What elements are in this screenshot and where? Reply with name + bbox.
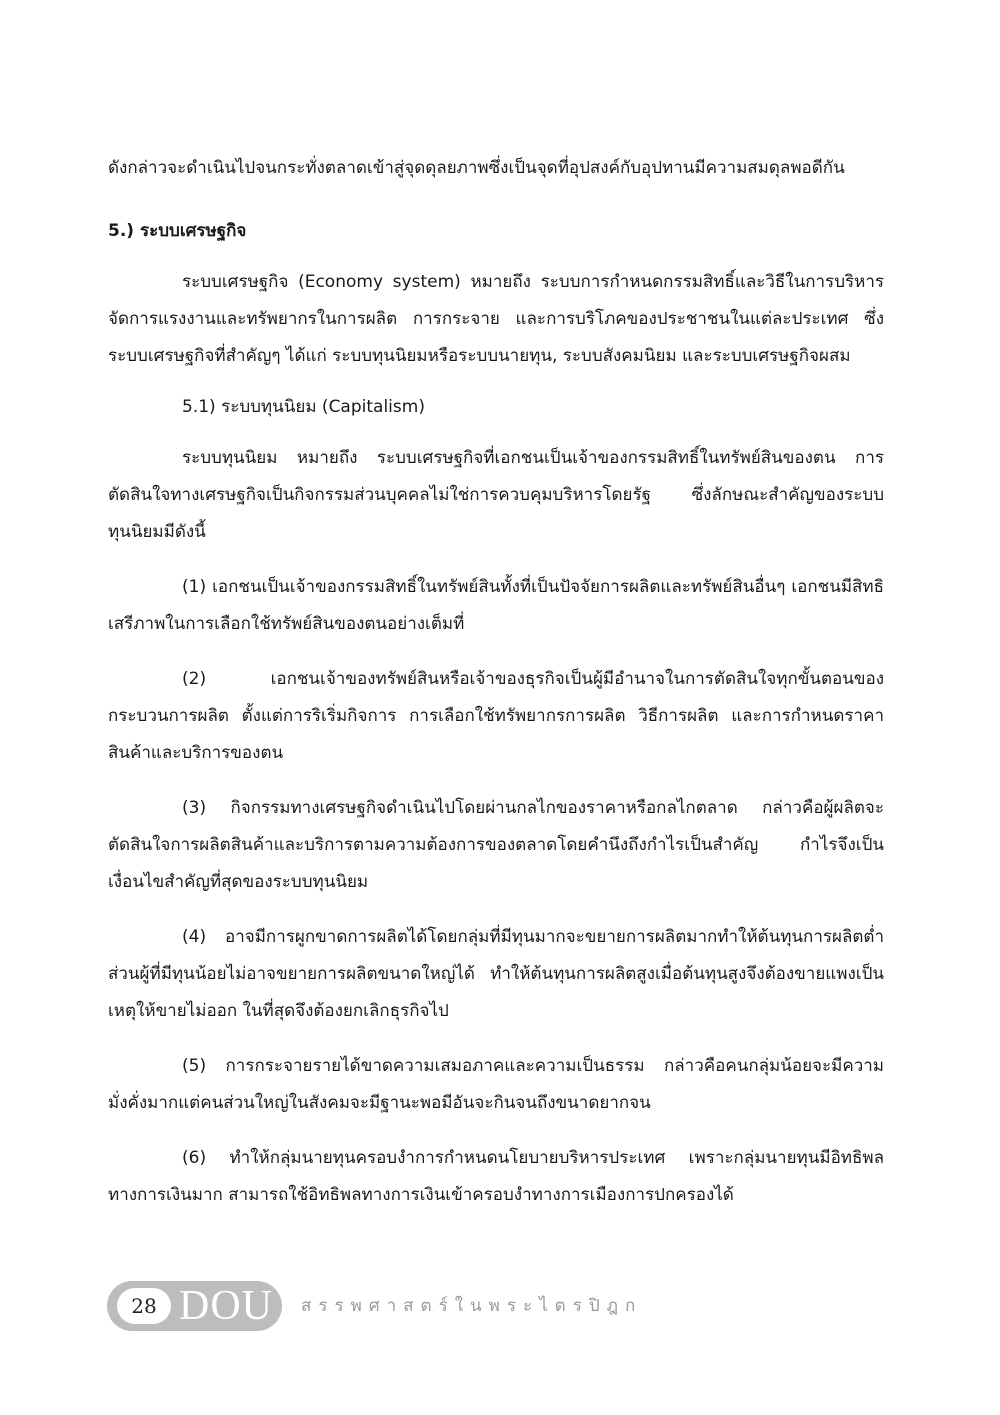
list-item-1: (1) เอกชนเป็นเจ้าของกรรมสิทธิ์ในทรัพย์สินทั้งที่เป็นปัจจัยการผลิตและทรัพย์สินอื่นๆ เอกชนมีสิทธิเสรีภาพในการเลือกใช้ทรัพย์สินของตนอย่างเต็มที่ (108, 577, 884, 634)
list-item-3: (3) กิจกรรมทางเศรษฐกิจดำเนินไปโดยผ่านกลไกของราคาหรือกลไกตลาด กล่าวคือผู้ผลิตจะตัดสินใจการผลิตสินค้าและบริการตามความต้องการของตลาดโดยคำนึงถึงกำไรเป็นสำคัญ กำไรจึงเป็นเงื่อนไขสำคัญที่สุดของระบบทุนนิยม (108, 798, 884, 892)
list-item-2: (2) เอกชนเจ้าของทรัพย์สินหรือเจ้าของธุรกิจเป็นผู้มีอำนาจในการตัดสินใจทุกขั้นตอนของกระบวนการผลิต ตั้งแต่การริเริ่มกิจการ การเลือกใช้ทรัพยากรการผลิต วิธีการผลิต และการกำหนดราคาสินค้าและบริการของตน (108, 669, 884, 763)
capitalism-definition: ระบบทุนนิยม หมายถึง ระบบเศรษฐกิจที่เอกชนเป็นเจ้าของกรรมสิทธิ์ในทรัพย์สินของตน การตัดสินใจทางเศรษฐกิจเป็นกิจกรรมส่วนบุคคลไม่ใช่การควบคุมบริหารโดยรัฐ ซึ่งลักษณะสำคัญของระบบทุนนิยมมีดังนี้ (108, 448, 884, 542)
section-heading: 5.) ระบบเศรษฐกิจ (108, 221, 247, 241)
book-title: สรรพศาสตร์ในพระไตรปิฎก (301, 1296, 643, 1316)
list-item-5: (5) การกระจายรายได้ขาดความเสมอภาคและความเป็นธรรม กล่าวคือคนกลุ่มน้อยจะมีความมั่งคั่งมากแต่คนส่วนใหญ่ในสังคมจะมีฐานะพอมีอันจะกินจนถึงขนาดยากจน (108, 1056, 884, 1113)
sub-heading: 5.1) ระบบทุนนิยม (Capitalism) (182, 397, 425, 417)
intro-paragraph: ดังกล่าวจะดำเนินไปจนกระทั่งตลาดเข้าสู่จุดดุลยภาพซึ่งเป็นจุดที่อุปสงค์กับอุปทานมีความสมดุลพอดีกัน (108, 158, 845, 178)
page-footer (107, 1281, 907, 1331)
list-item-6: (6) ทำให้กลุ่มนายทุนครอบงำการกำหนดนโยบายบริหารประเทศ เพราะกลุ่มนายทุนมีอิทธิพลทางการเงินมาก สามารถใช้อิทธิพลทางการเงินเข้าครอบงำทางการเมืองการปกครองได้ (108, 1148, 884, 1205)
list-item-4: (4) อาจมีการผูกขาดการผลิตได้โดยกลุ่มที่มีทุนมากจะขยายการผลิตมากทำให้ต้นทุนการผลิตต่ำ ส่วนผู้ที่มีทุนน้อยไม่อาจขยายการผลิตขนาดใหญ่ได้ ทำให้ต้นทุนการผลิตสูงเมื่อต้นทุนสูงจึงต้องขายแพงเป็นเหตุให้ขายไม่ออก ในที่สุดจึงต้องยกเลิกธุรกิจไป (108, 927, 884, 1021)
dou-badge (107, 1281, 282, 1331)
page-body (108, 150, 884, 1214)
dou-logo-text: DOU (179, 1283, 273, 1329)
economy-system-paragraph: ระบบเศรษฐกิจ (Economy system) หมายถึง ระบบการกำหนดกรรมสิทธิ์และวิธีในการบริหารจัดการแรงงานและทรัพยากรในการผลิต การกระจาย และการบริโภคของประชาชนในแต่ละประเทศ ซึ่งระบบเศรษฐกิจที่สำคัญๆ ได้แก่ ระบบทุนนิยมหรือระบบนายทุน, ระบบสังคมนิยม และระบบเศรษฐกิจผสม (108, 272, 884, 366)
page-number: 28 (117, 1288, 171, 1324)
